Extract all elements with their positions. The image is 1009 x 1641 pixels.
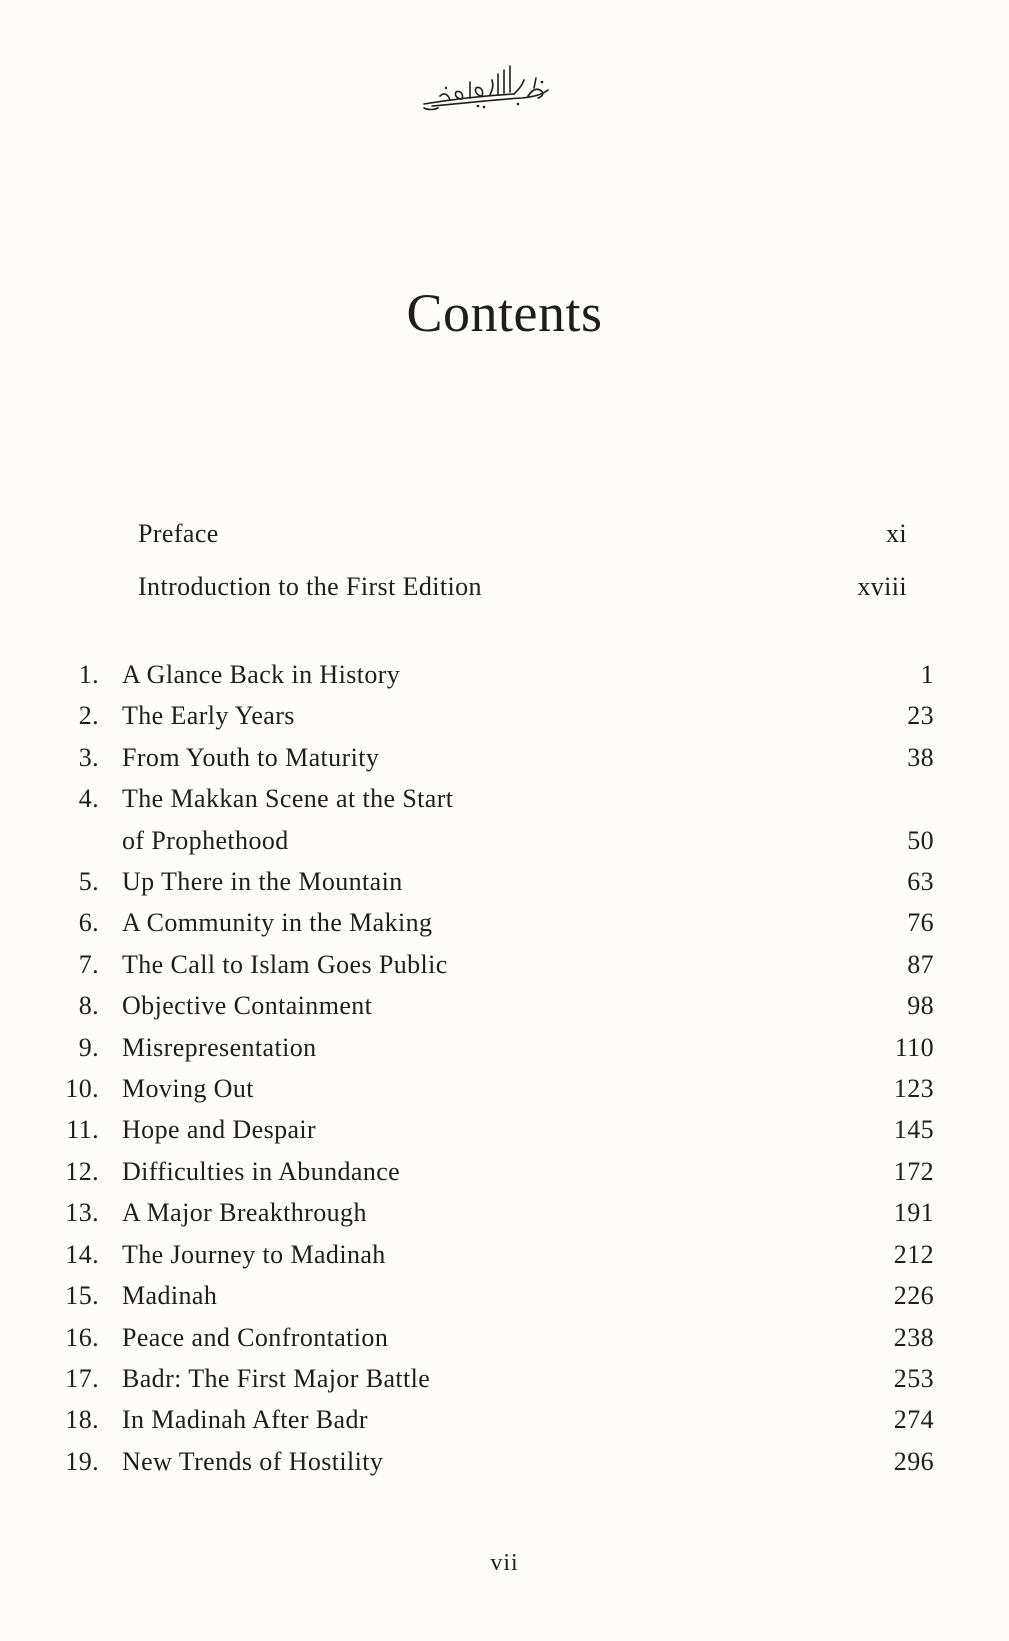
chapter-number: 14. xyxy=(65,1239,99,1269)
chapter-title: The Early Years xyxy=(122,701,295,731)
chapter-page: 50 xyxy=(907,825,934,855)
chapter-number: 1. xyxy=(78,660,99,689)
chapter-page: 212 xyxy=(893,1239,934,1269)
front-matter-label: Introduction to the First Edition xyxy=(138,572,482,601)
chapter-title: Up There in the Mountain xyxy=(122,867,403,897)
chapter-page: 226 xyxy=(893,1281,934,1311)
chapter-page: 87 xyxy=(907,949,934,979)
chapter-page: 1 xyxy=(920,660,934,689)
chapter-entry[interactable] xyxy=(0,1399,1009,1440)
chapter-entry[interactable] xyxy=(0,902,1009,943)
chapter-title: A Glance Back in History xyxy=(122,660,401,689)
chapter-title: Hope and Despair xyxy=(122,1115,317,1145)
chapter-entry[interactable] xyxy=(0,1192,1009,1233)
chapter-title: In Madinah After Badr xyxy=(122,1405,368,1435)
chapter-number: 3. xyxy=(78,742,99,772)
chapter-page: 296 xyxy=(893,1446,934,1476)
chapter-number: 18. xyxy=(65,1405,99,1435)
chapter-number: 4. xyxy=(78,784,99,814)
chapter-number: 15. xyxy=(65,1281,99,1311)
chapter-title: Misrepresentation xyxy=(122,1032,317,1062)
chapter-number: 8. xyxy=(78,991,99,1021)
chapter-number: 7. xyxy=(78,949,99,979)
chapter-entry[interactable] xyxy=(0,1151,1009,1192)
basmala-calligraphy-icon xyxy=(418,60,554,116)
chapter-title: New Trends of Hostility xyxy=(122,1446,384,1476)
chapter-number: 10. xyxy=(65,1074,99,1104)
chapter-entry[interactable] xyxy=(0,1441,1009,1482)
front-matter-page: xi xyxy=(885,519,907,548)
chapter-page: 145 xyxy=(893,1115,934,1145)
chapter-title: The Makkan Scene at the Start of Prophethood xyxy=(122,784,454,855)
chapter-entry[interactable] xyxy=(0,695,1009,736)
chapter-page: 191 xyxy=(893,1198,934,1228)
chapter-entry[interactable] xyxy=(0,1068,1009,1109)
chapter-title: Peace and Confrontation xyxy=(122,1322,389,1352)
chapter-number: 12. xyxy=(65,1156,99,1186)
chapter-page: 98 xyxy=(907,991,934,1021)
chapter-page: 76 xyxy=(907,908,934,938)
chapter-page: 23 xyxy=(907,701,934,731)
chapter-entry[interactable] xyxy=(0,944,1009,985)
chapter-number: 6. xyxy=(78,908,99,938)
chapter-entry[interactable] xyxy=(0,985,1009,1026)
chapter-page: 123 xyxy=(893,1074,934,1104)
chapter-title: From Youth to Maturity xyxy=(122,742,380,772)
chapter-number: 2. xyxy=(78,701,99,731)
chapter-number: 11. xyxy=(66,1115,99,1145)
page-folio: vii xyxy=(490,1550,519,1576)
chapter-entry[interactable] xyxy=(0,778,1009,861)
chapter-title: A Major Breakthrough xyxy=(122,1198,367,1228)
front-matter-page: xviii xyxy=(857,572,907,601)
chapter-number: 5. xyxy=(78,867,99,897)
chapter-title: The Journey to Madinah xyxy=(122,1239,386,1269)
chapter-title: Moving Out xyxy=(122,1074,254,1104)
chapter-page: 172 xyxy=(893,1156,934,1186)
chapter-number: 19. xyxy=(65,1446,99,1476)
chapter-title: Badr: The First Major Battle xyxy=(122,1363,431,1393)
chapter-title: Madinah xyxy=(122,1281,218,1311)
chapter-entry[interactable] xyxy=(0,861,1009,902)
chapter-title: The Call to Islam Goes Public xyxy=(122,949,448,979)
chapter-page: 38 xyxy=(907,742,934,772)
chapter-title: Objective Containment xyxy=(122,991,373,1021)
chapter-page: 110 xyxy=(894,1032,934,1062)
chapter-page: 274 xyxy=(893,1405,934,1435)
chapter-entry[interactable] xyxy=(0,1027,1009,1068)
front-matter-label: Preface xyxy=(138,519,219,548)
page-title: Contents xyxy=(406,283,603,343)
chapter-entry[interactable] xyxy=(0,1317,1009,1358)
chapter-entry[interactable] xyxy=(0,1275,1009,1316)
chapter-title: A Community in the Making xyxy=(122,908,433,938)
chapter-list xyxy=(0,654,1009,1482)
front-matter-row[interactable] xyxy=(138,517,907,551)
chapter-number: 17. xyxy=(65,1363,99,1393)
front-matter-row[interactable] xyxy=(138,570,907,604)
chapter-number: 9. xyxy=(78,1032,99,1062)
chapter-number: 16. xyxy=(65,1322,99,1352)
chapter-entry[interactable] xyxy=(0,1109,1009,1150)
chapter-entry[interactable] xyxy=(0,737,1009,778)
chapter-page: 238 xyxy=(893,1322,934,1352)
chapter-entry[interactable] xyxy=(0,1234,1009,1275)
chapter-entry[interactable] xyxy=(0,1358,1009,1399)
chapter-number: 13. xyxy=(65,1198,99,1228)
chapter-page: 253 xyxy=(893,1363,934,1393)
chapter-page: 63 xyxy=(907,867,934,897)
chapter-title: Difficulties in Abundance xyxy=(122,1156,401,1186)
chapter-entry[interactable] xyxy=(0,654,1009,695)
